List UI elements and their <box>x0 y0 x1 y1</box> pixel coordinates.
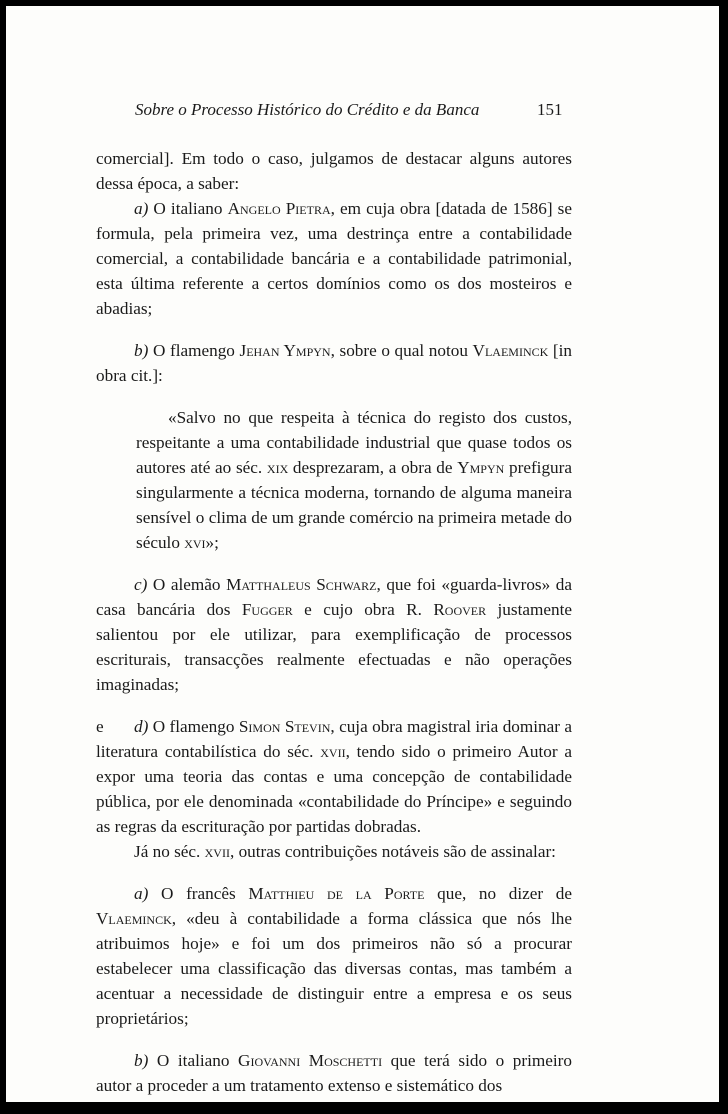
list-item-b-moschetti: b) O italiano Giovanni Moschetti que terá sido o primeiro autor a proceder a um tratamento extenso e sistemático dos <box>96 1051 572 1095</box>
list-item-c-schwarz: c) O alemão Matthaleus Schwarz, que foi «guarda-livros» da casa bancária dos Fugger e cujo obra R. Roover justamente salientou por ele utilizar, para exemplificação de processos escriturais, transacções realmente efectuadas e não operações imaginadas; <box>96 575 572 694</box>
century-numeral: xvi <box>184 533 206 552</box>
item-marker: b) <box>134 1051 149 1070</box>
body-text <box>96 146 572 1098</box>
list-item-a-porte: a) O francês Matthieu de la Porte que, no dizer de Vlaeminck, «deu à contabilidade a forma clássica que nós lhe atribuimos hoje» e foi um dos primeiros não só a procurar estabelecer uma classificação das diversas contas, mas também a acentuar a necessidade de distinguir entre a empresa e os seus proprietários; <box>96 884 573 1028</box>
conjunction-prefix: e <box>96 717 104 736</box>
list-item-a-pietra: a) O italiano Angelo Pietra, em cuja obra [datada de 1586] se formula, pela primeira vez, uma destrinça entre a contabilidade comercial, a contabilidade bancária e a contabilidade patrimonial, esta última referente a certos domínios como os dos mosteiros e abadias; <box>96 199 572 318</box>
item-marker: d) <box>134 717 149 736</box>
paragraph-continuation: comercial]. Em todo o caso, julgamos de destacar alguns autores dessa época, a saber: <box>96 149 572 193</box>
item-marker: a) <box>134 199 149 218</box>
century-numeral: xvii <box>320 742 346 761</box>
author-name: Angelo Pietra <box>227 199 331 218</box>
author-name: Matthaleus Schwarz <box>226 575 377 594</box>
item-marker: b) <box>134 341 149 360</box>
author-name: Vlaeminck <box>96 909 172 928</box>
list-item-b-ympyn: b) O flamengo Jehan Ympyn, sobre o qual notou Vlaeminck [in obra cit.]: <box>96 341 573 385</box>
author-name: Jehan Ympyn <box>239 341 331 360</box>
running-title: Sobre o Processo Histórico do Crédito e da Banca <box>135 100 480 119</box>
block-quote: «Salvo no que respeita à técnica do registo dos custos, respeitante a uma contabilidade industrial que quase todos os autores até ao séc. xix desprezaram, a obra de Ympyn prefigura singularmente a técnica moderna, tornando de alguma maneira sensível o clima de um grande comércio na primeira metade do século xvi»; <box>136 408 572 552</box>
author-name: Matthieu de la Porte <box>248 884 425 903</box>
author-name: Fugger <box>241 600 293 619</box>
century-numeral: xvii <box>204 842 230 861</box>
paragraph-17th-century: Já no séc. xvii, outras contribuições notáveis são de assinalar: <box>134 842 556 861</box>
author-name: Vlaeminck <box>472 341 549 360</box>
author-name: Giovanni Moschetti <box>238 1051 383 1070</box>
author-name: Simon Stevin <box>238 717 331 736</box>
century-numeral: xix <box>266 458 289 477</box>
item-marker: a) <box>134 884 149 903</box>
list-item-d-stevin: e d) O flamengo Simon Stevin, cuja obra magistral iria dominar a literatura contabilística do séc. xvii, tendo sido o primeiro Autor a expor uma teoria das contas e uma concepção de contabilidade pública, por ele denominada «contabilidade do Príncipe» e seguindo as regras da escrituração por partidas dobradas. <box>96 714 572 839</box>
item-marker: c) <box>134 575 148 594</box>
page-number: 151 <box>537 100 563 119</box>
author-name: Ympyn <box>457 458 505 477</box>
book-page <box>6 6 719 1102</box>
author-name: Roover <box>433 600 487 619</box>
